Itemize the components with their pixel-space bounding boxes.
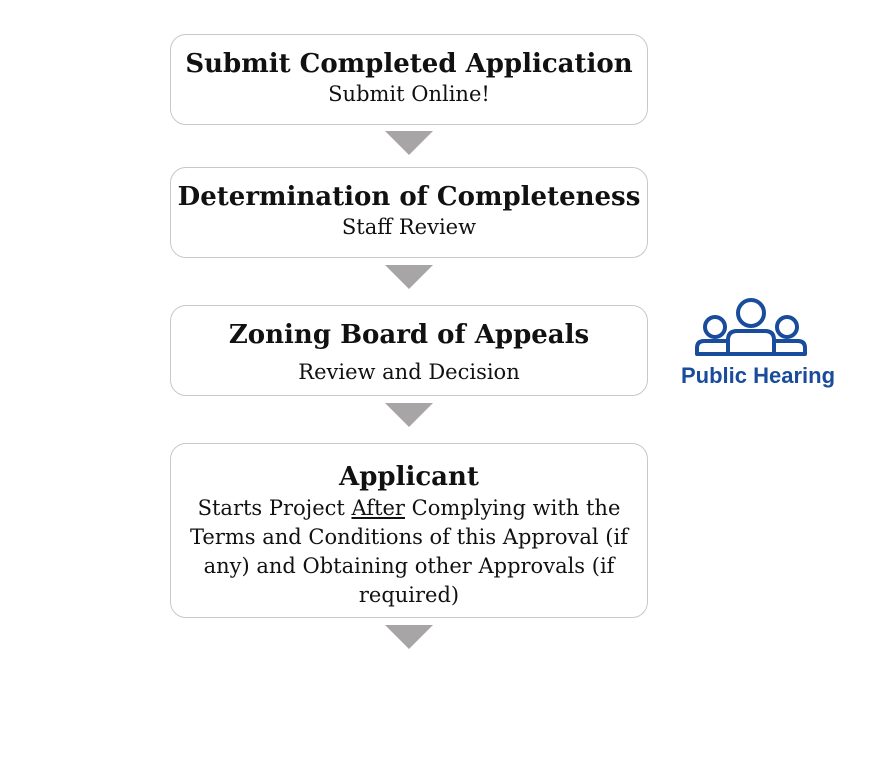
step-determination-completeness	[170, 167, 648, 258]
step-body-emphasis: After	[351, 496, 405, 520]
step-body-text: Starts Project	[197, 496, 352, 520]
people-group-icon	[693, 296, 809, 358]
down-arrow-icon	[385, 131, 433, 155]
down-arrow-icon	[385, 403, 433, 427]
down-arrow-icon	[385, 625, 433, 649]
step-title: Submit Completed Application	[185, 49, 633, 79]
public-hearing-label: Public Hearing	[680, 363, 836, 388]
step-body-text: Complying with the Terms and Conditions of this Approval (if any) and Obtaining other Approvals (if required)	[190, 496, 628, 607]
step-submit-application	[170, 34, 648, 125]
step-zoning-board	[170, 305, 648, 396]
step-title: Determination of Completeness	[177, 182, 641, 212]
down-arrow-icon	[385, 265, 433, 289]
step-body	[171, 494, 647, 610]
step-title: Zoning Board of Appeals	[228, 320, 590, 350]
step-applicant	[170, 443, 648, 618]
step-subtitle: Staff Review	[341, 215, 477, 239]
step-subtitle: Submit Online!	[328, 82, 490, 106]
step-title: Applicant	[339, 462, 479, 492]
step-subtitle: Review and Decision	[298, 360, 520, 384]
